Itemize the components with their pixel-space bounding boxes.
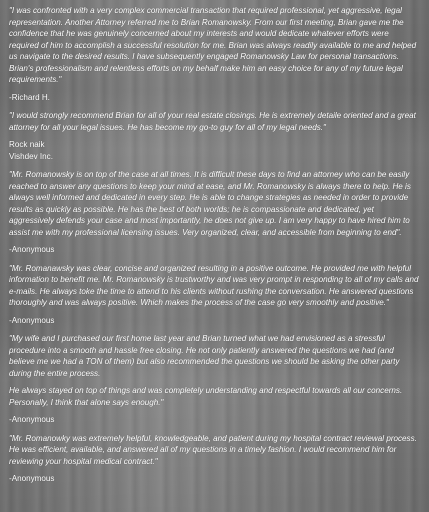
testimonial-4 xyxy=(9,263,419,327)
testimonial-3 xyxy=(9,169,419,256)
testimonial-quote-continued: He always stayed on top of things and was completely understanding and respectful towards all our concerns. Personally, I think that alone says enough." xyxy=(9,386,403,407)
testimonial-author: Rock naik xyxy=(9,140,45,149)
testimonial-author: -Anonymous xyxy=(9,415,55,424)
testimonial-quote: "Mr. Romanowsky is on top of the case at all times. It is difficult these days to find an attorney who can be easily reached to answer any questions to keep your mind at ease, and Mr. Romanowsky is always there to help. He is always well informed and dedicated in every step. He is able to change strategies as needed in order to provide results as quickly as possible. He has the best of both worlds; he is compassionate and dedicated, yet aggressively defends your case and most importantly, he does not give up. I am very happy to have hired him to assist me with my professional licensing issues. Very organized, clear, and accessible from beginning to end". xyxy=(9,170,411,237)
testimonial-6 xyxy=(9,433,419,485)
testimonial-5 xyxy=(9,333,419,426)
testimonial-quote: "Mr. Romanowky was extremely helpful, knowledgeable, and patient during my hospital contract reviewal process. He was efficient, available, and answered all of my questions in a timely fashion. I would recommend him for reviewing your hospital medical contract." xyxy=(9,433,417,466)
testimonial-quote: "I would strongly recommend Brian for all of your real estate closings. He is extremely detaile oriented and a great attorney for all your legal issues. He has become my go-to guy for all of my legal needs." xyxy=(9,111,416,132)
testimonial-quote: "My wife and I purchased our first home last year and Brian turned what we had envisioned as a stressful procedure into a smooth and hassle free closing. He not only patiently answered the questions we had (and believe me we had a TON of them) but also recommended the questions we should be asking the other party during the entire process. xyxy=(9,334,400,378)
testimonial-1 xyxy=(9,5,419,103)
testimonial-author: -Anonymous xyxy=(9,474,55,483)
testimonial-author: -Richard H. xyxy=(9,92,50,102)
testimonial-quote: "Mr. Romanawsky was clear, concise and organized resulting in a positive outcome. He provided me with helpful information to benefit me. Mr. Romanowsky is trustworthy and was very prompt in responding to all of my calls and e-mails. He always toke the time to attend to his clients without rushing the conversation. He answered questions thoroughly and was always positive. Which makes the process of the case go very smoothly and positive." xyxy=(9,263,419,307)
testimonials-list xyxy=(9,5,419,485)
testimonial-2 xyxy=(9,110,419,162)
testimonial-company: Vishdev Inc. xyxy=(9,151,53,161)
testimonial-author: -Anonymous xyxy=(9,245,55,254)
testimonial-quote: "I was confronted with a very complex commercial transaction that required professional, yet aggressive, legal representation. Another Attorney referred me to Brian Romanowsky. From our first meeting, Brian gave me the confidence that he was genuinely concerned about my interests and would dedicate whatever efforts were required of him to accomplish a successful resolution for me. Brian was always readily available to me and helped us navigate to the desired results. I have subsequently engaged Romanowsky Law for personal transactions. Brian's professionalism and relentless efforts on my behalf make him an easy choice for any of my future legal requirements." xyxy=(9,6,417,84)
testimonial-author: -Anonymous xyxy=(9,315,55,325)
